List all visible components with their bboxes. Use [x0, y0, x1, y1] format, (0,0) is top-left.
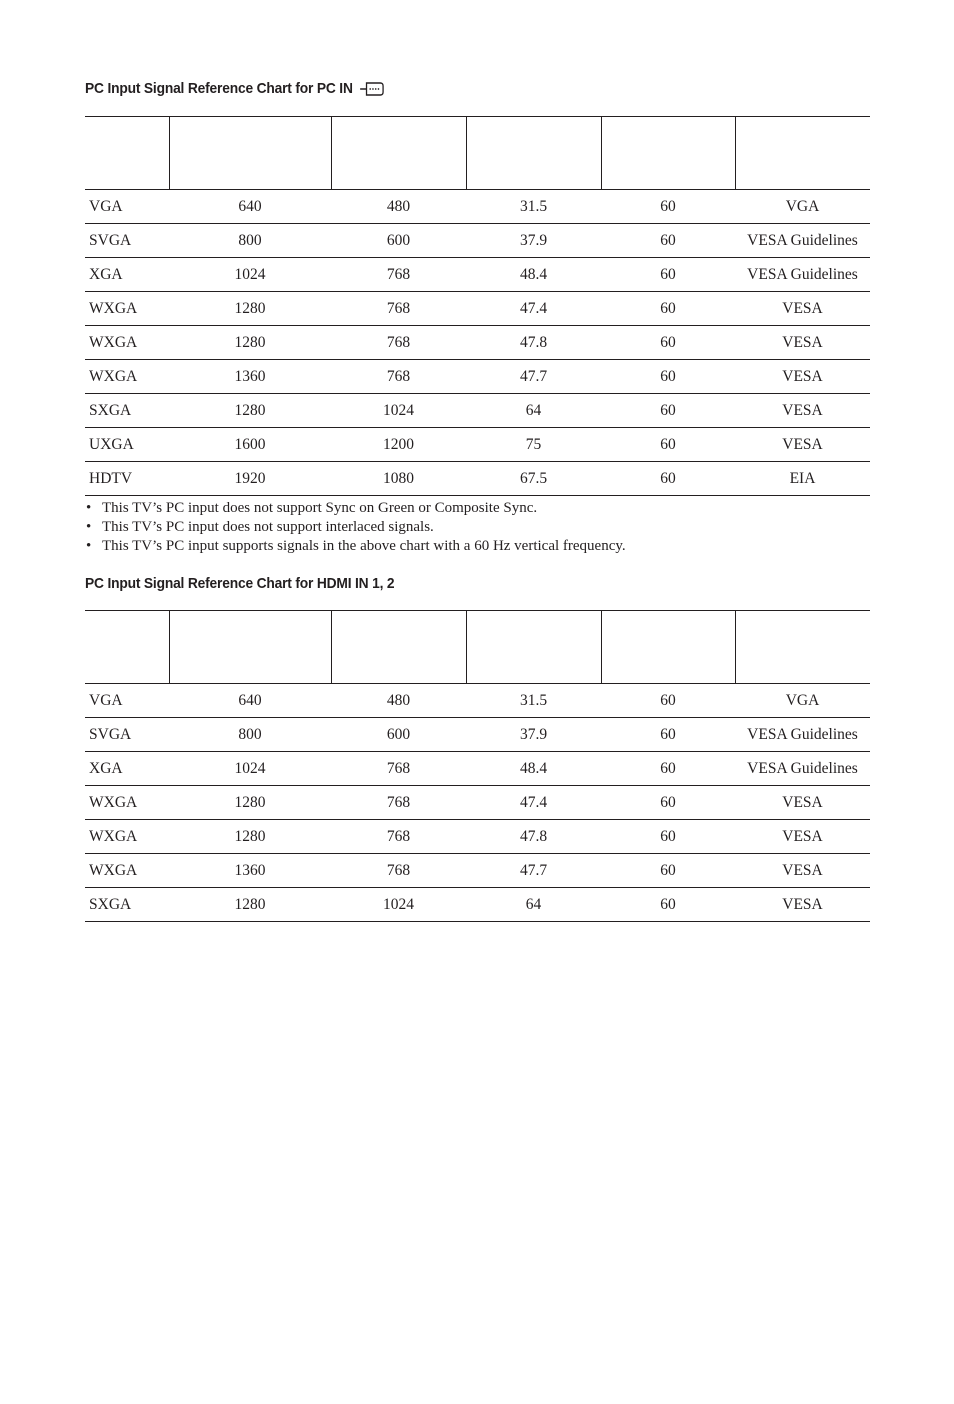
header-cell [85, 117, 169, 190]
header-cell [601, 117, 735, 190]
header-cell [735, 117, 870, 190]
horizontal-cell: 1280 [169, 394, 331, 428]
vertical-cell: 480 [331, 684, 466, 718]
horizontal-frequency-cell: 31.5 [466, 190, 601, 224]
vertical-cell: 1024 [331, 394, 466, 428]
vertical-frequency-cell: 60 [601, 888, 735, 922]
horizontal-cell: 800 [169, 718, 331, 752]
table-row [85, 224, 870, 258]
table-row [85, 888, 870, 922]
vertical-cell: 768 [331, 258, 466, 292]
header-cell [169, 117, 331, 190]
horizontal-frequency-cell: 47.8 [466, 326, 601, 360]
standard-cell: VESA [735, 428, 870, 462]
signal-cell: SXGA [85, 888, 169, 922]
vertical-cell: 600 [331, 224, 466, 258]
standard-cell: VESA [735, 786, 870, 820]
horizontal-cell: 1920 [169, 462, 331, 496]
horizontal-frequency-cell: 37.9 [466, 224, 601, 258]
signal-cell: WXGA [85, 326, 169, 360]
table-body [85, 190, 870, 496]
header-cell [331, 611, 466, 684]
signal-cell: VGA [85, 190, 169, 224]
horizontal-cell: 640 [169, 190, 331, 224]
horizontal-frequency-cell: 64 [466, 394, 601, 428]
table-row [85, 684, 870, 718]
vertical-cell: 768 [331, 360, 466, 394]
signal-cell: UXGA [85, 428, 169, 462]
vertical-frequency-cell: 60 [601, 462, 735, 496]
table-row [85, 752, 870, 786]
horizontal-cell: 640 [169, 684, 331, 718]
horizontal-cell: 1600 [169, 428, 331, 462]
signal-cell: VGA [85, 684, 169, 718]
vertical-frequency-cell: 60 [601, 820, 735, 854]
vertical-frequency-cell: 60 [601, 786, 735, 820]
horizontal-cell: 1280 [169, 888, 331, 922]
section-title-text: PC Input Signal Reference Chart for HDMI IN 1, 2 [85, 575, 395, 592]
horizontal-frequency-cell: 47.4 [466, 786, 601, 820]
signal-cell: SXGA [85, 394, 169, 428]
vertical-frequency-cell: 60 [601, 684, 735, 718]
horizontal-cell: 1024 [169, 752, 331, 786]
table-row [85, 326, 870, 360]
standard-cell: VESA Guidelines [735, 224, 870, 258]
table-row [85, 190, 870, 224]
pc-input-icon [360, 81, 384, 97]
horizontal-frequency-cell: 31.5 [466, 684, 601, 718]
signal-cell: XGA [85, 752, 169, 786]
standard-cell: VESA [735, 326, 870, 360]
signal-cell: WXGA [85, 360, 169, 394]
vertical-frequency-cell: 60 [601, 190, 735, 224]
signal-cell: WXGA [85, 292, 169, 326]
vertical-frequency-cell: 60 [601, 326, 735, 360]
standard-cell: VESA [735, 292, 870, 326]
section-title-text: PC Input Signal Reference Chart for PC IN [85, 80, 353, 97]
vertical-cell: 768 [331, 820, 466, 854]
horizontal-frequency-cell: 67.5 [466, 462, 601, 496]
vertical-cell: 1200 [331, 428, 466, 462]
standard-cell: VGA [735, 190, 870, 224]
table-row [85, 292, 870, 326]
horizontal-frequency-cell: 37.9 [466, 718, 601, 752]
vertical-frequency-cell: 60 [601, 258, 735, 292]
table-row [85, 718, 870, 752]
vertical-cell: 1024 [331, 888, 466, 922]
table-row [85, 462, 870, 496]
vertical-cell: 768 [331, 752, 466, 786]
signal-cell: WXGA [85, 820, 169, 854]
table-header-row [85, 117, 870, 190]
section-title-hdmi-in [85, 575, 394, 592]
horizontal-frequency-cell: 47.7 [466, 854, 601, 888]
vertical-cell: 768 [331, 786, 466, 820]
vertical-cell: 768 [331, 292, 466, 326]
horizontal-frequency-cell: 48.4 [466, 258, 601, 292]
horizontal-frequency-cell: 48.4 [466, 752, 601, 786]
section-title-pc-in [85, 80, 384, 97]
table-row [85, 428, 870, 462]
vertical-cell: 768 [331, 326, 466, 360]
signal-table-pc-in [85, 116, 870, 496]
vertical-cell: 480 [331, 190, 466, 224]
horizontal-cell: 1280 [169, 292, 331, 326]
table-row [85, 854, 870, 888]
signal-cell: SVGA [85, 224, 169, 258]
signal-cell: HDTV [85, 462, 169, 496]
vertical-frequency-cell: 60 [601, 394, 735, 428]
vertical-frequency-cell: 60 [601, 752, 735, 786]
horizontal-frequency-cell: 47.7 [466, 360, 601, 394]
standard-cell: VESA [735, 394, 870, 428]
vertical-cell: 768 [331, 854, 466, 888]
notes-list [85, 499, 626, 556]
table-row [85, 258, 870, 292]
standard-cell: VESA Guidelines [735, 752, 870, 786]
header-cell [85, 611, 169, 684]
vertical-frequency-cell: 60 [601, 428, 735, 462]
header-cell [169, 611, 331, 684]
table-row [85, 820, 870, 854]
standard-cell: VESA [735, 854, 870, 888]
vertical-cell: 600 [331, 718, 466, 752]
table-body [85, 684, 870, 922]
vertical-frequency-cell: 60 [601, 224, 735, 258]
table-row [85, 786, 870, 820]
horizontal-cell: 1280 [169, 786, 331, 820]
note-item: • This TV’s PC input does not support Sync on Green or Composite Sync. [85, 499, 626, 518]
signal-cell: XGA [85, 258, 169, 292]
horizontal-frequency-cell: 47.8 [466, 820, 601, 854]
signal-cell: WXGA [85, 786, 169, 820]
horizontal-frequency-cell: 64 [466, 888, 601, 922]
horizontal-cell: 1360 [169, 360, 331, 394]
header-cell [466, 611, 601, 684]
standard-cell: VESA [735, 360, 870, 394]
header-cell [601, 611, 735, 684]
signal-table-hdmi-in [85, 610, 870, 922]
standard-cell: VESA Guidelines [735, 718, 870, 752]
header-cell [331, 117, 466, 190]
vertical-frequency-cell: 60 [601, 718, 735, 752]
vertical-frequency-cell: 60 [601, 360, 735, 394]
vertical-frequency-cell: 60 [601, 854, 735, 888]
note-item: • This TV’s PC input supports signals in the above chart with a 60 Hz vertical frequency. [85, 537, 626, 556]
header-cell [735, 611, 870, 684]
horizontal-cell: 1360 [169, 854, 331, 888]
horizontal-frequency-cell: 75 [466, 428, 601, 462]
standard-cell: EIA [735, 462, 870, 496]
horizontal-cell: 1280 [169, 326, 331, 360]
header-cell [466, 117, 601, 190]
signal-cell: SVGA [85, 718, 169, 752]
table-row [85, 360, 870, 394]
note-item: • This TV’s PC input does not support interlaced signals. [85, 518, 626, 537]
vertical-cell: 1080 [331, 462, 466, 496]
standard-cell: VESA [735, 820, 870, 854]
table-header-row [85, 611, 870, 684]
horizontal-cell: 800 [169, 224, 331, 258]
horizontal-cell: 1024 [169, 258, 331, 292]
standard-cell: VESA Guidelines [735, 258, 870, 292]
standard-cell: VGA [735, 684, 870, 718]
horizontal-frequency-cell: 47.4 [466, 292, 601, 326]
table-row [85, 394, 870, 428]
standard-cell: VESA [735, 888, 870, 922]
horizontal-cell: 1280 [169, 820, 331, 854]
vertical-frequency-cell: 60 [601, 292, 735, 326]
signal-cell: WXGA [85, 854, 169, 888]
